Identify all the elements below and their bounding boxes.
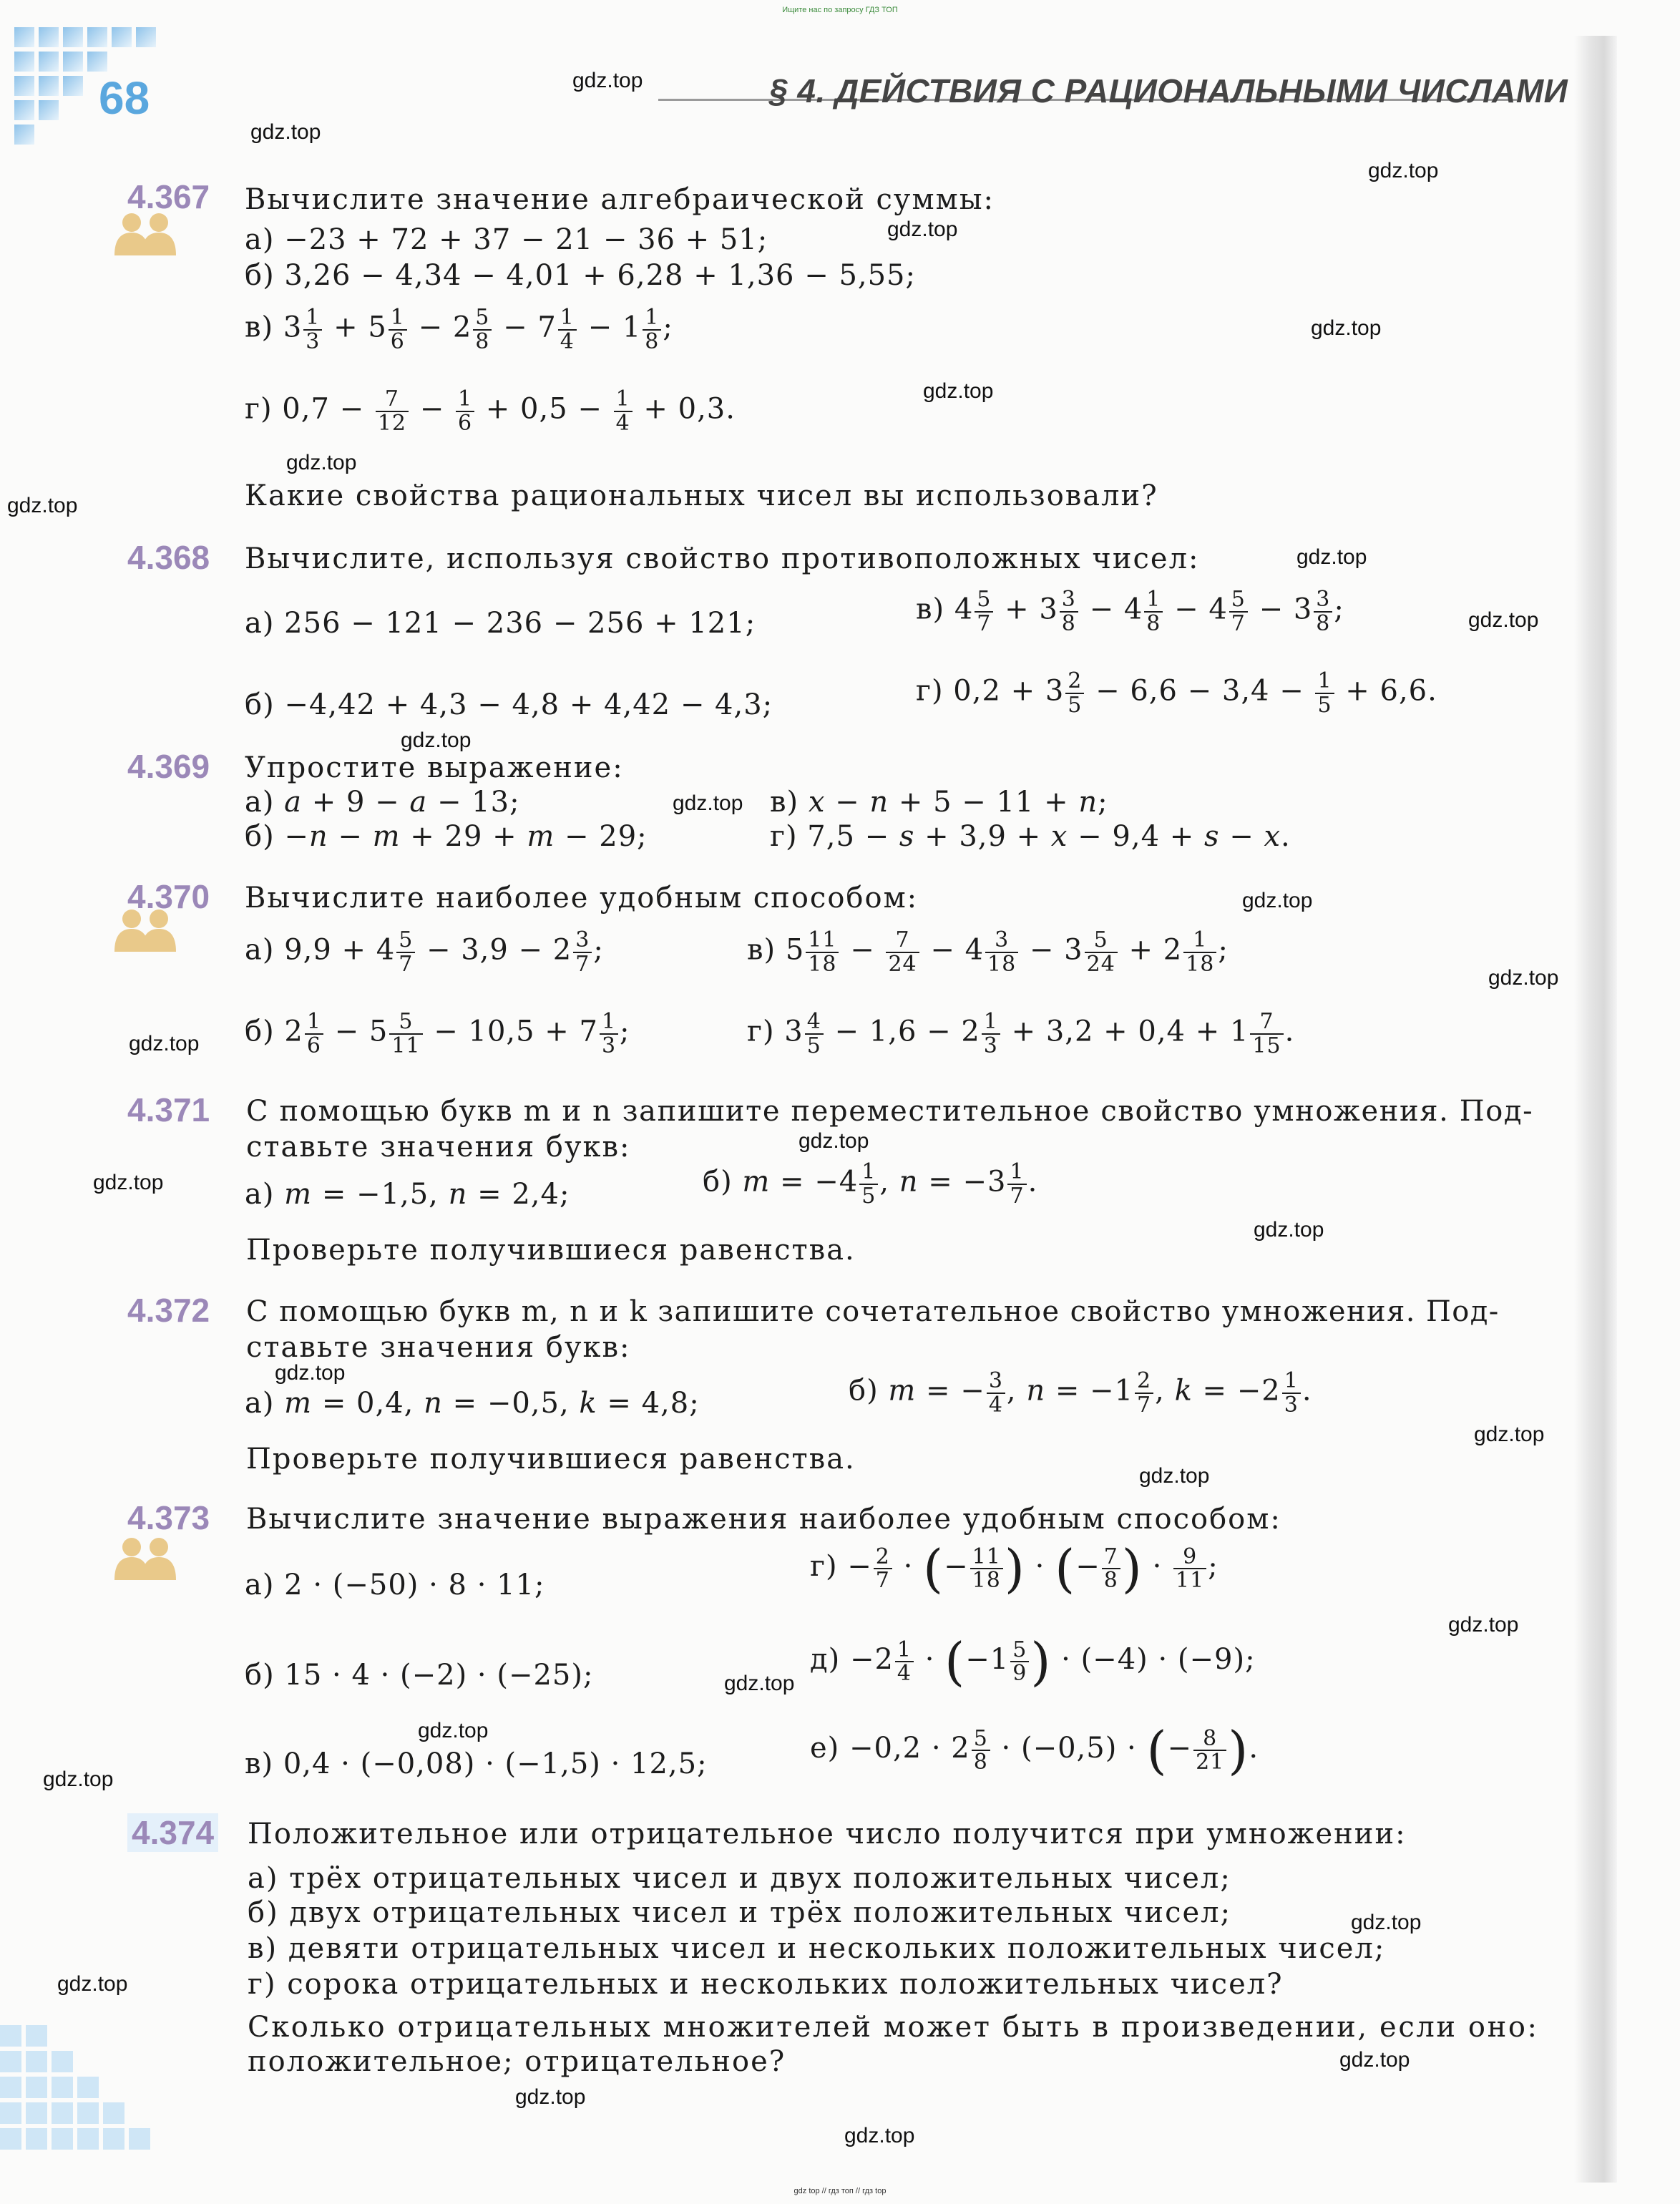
watermark: gdz.top (887, 218, 958, 241)
item-label: в) (245, 1747, 274, 1780)
expression-g: г) 0,2 + 3 $\frac{2}{5}$ − 6,6 − 3,4 − $\frac{1}{5}$ + 6,6. (916, 668, 1437, 718)
item-label: а) (245, 1178, 275, 1211)
problem-task: С помощью букв m, n и k запишите сочетательное свойство умножения. Под- (246, 1295, 1500, 1328)
item-label: в) (747, 933, 776, 967)
expression-text: −23 + 72 + 37 − 21 − 36 + 51; (284, 223, 768, 256)
problem-task: Положительное или отрицательное число получится при умножении: (248, 1818, 1407, 1851)
watermark: gdz.top (1254, 1218, 1324, 1242)
expression-text: 3,26 − 4,34 − 4,01 + 6,28 + 1,36 − 5,55; (284, 259, 916, 292)
item-label: г) (770, 820, 798, 853)
expression-text: −4,42 + 4,3 − 4,8 + 4,42 − 4,3; (284, 688, 773, 721)
expression-text: 15 · 4 · (−2) · (−25); (284, 1659, 594, 1692)
watermark: gdz.top (1296, 545, 1367, 569)
item-label: б) (703, 1165, 733, 1199)
item-label: е) (810, 1732, 840, 1765)
problem-task: Вычислите значение выражения наиболее удобным способом: (246, 1503, 1281, 1536)
problem-task: С помощью букв m и n запишите переместительное свойство умножения. Под- (246, 1095, 1534, 1128)
expression-text: 0,4 · (−0,08) · (−1,5) · 12,5; (283, 1747, 708, 1780)
item-label: а) (245, 1387, 275, 1420)
watermark: gdz.top (7, 494, 78, 517)
list-item: в) девяти отрицательных чисел и нескольких положительных чисел; (248, 1932, 1386, 1965)
corner-grid-decoration (0, 2025, 186, 2168)
watermark: gdz.top (1474, 1423, 1545, 1446)
expression-a: а) a + 9 − a − 13; (245, 786, 520, 819)
expression-text: 256 − 121 − 236 − 256 + 121; (284, 607, 756, 640)
expression-b: б) m = − $\frac{3}{4}$ , n = −1 $\frac{2}{7}$ , k = −2 $\frac{1}{3}$ . (849, 1368, 1312, 1418)
expression-a (245, 223, 768, 256)
item-label: а) (245, 223, 275, 256)
page-fold-shadow (1574, 36, 1617, 2183)
problem-task: Упростите выражение: (245, 751, 624, 784)
watermark: gdz.top (286, 451, 357, 474)
item-label: а) (245, 933, 275, 967)
watermark: gdz.top (250, 120, 321, 144)
expression-v: в) 5 $\frac{11}{18}$ − $\frac{7}{24}$ − 4 $\frac{3}{18}$ − 3 $\frac{5}{24}$ + 2 $\frac{1}{18}$ ; (747, 927, 1229, 977)
item-label: г) (747, 1015, 775, 1048)
list-item: а) трёх отрицательных чисел и двух положительных чисел; (248, 1862, 1231, 1895)
top-note: Ищите нас по запросу ГДЗ ТОП (782, 6, 898, 14)
watermark: gdz.top (844, 2124, 915, 2147)
watermark: gdz.top (1448, 1613, 1519, 1637)
expression-g: г) 0,7 − $\frac{7}{12}$ − $\frac{1}{6}$ + 0,5 − $\frac{1}{4}$ + 0,3. (245, 386, 736, 436)
expression-v: в) 3 $\frac{1}{3}$ + 5 $\frac{1}{6}$ − 2 $\frac{5}{8}$ − 7 $\frac{1}{4}$ − 1 $\frac{1}{8}$ ; (245, 305, 673, 354)
expression-g: г) − $\frac{2}{7}$ · (− $\frac{11}{18}$ ) · (− $\frac{7}{8}$ ) · $\frac{9}{11}$ ; (810, 1539, 1219, 1599)
item-label: в) (770, 786, 799, 819)
item-label: в) (916, 593, 945, 626)
expression-v (245, 1747, 708, 1780)
item-label: б) (245, 820, 275, 853)
item-label: д) (810, 1643, 841, 1676)
watermark: gdz.top (43, 1767, 114, 1791)
problem-question: положительное; отрицательное? (248, 2045, 786, 2078)
expression-g: г) 7,5 − s + 3,9 + x − 9,4 + s − x. (770, 820, 1291, 853)
problem-number: 4.371 (127, 1091, 210, 1128)
pair-work-icon (107, 1536, 182, 1581)
expression-a (245, 607, 756, 640)
expression-b: б) 2 $\frac{1}{6}$ − 5 $\frac{5}{11}$ − 10,5 + 7 $\frac{1}{3}$ ; (245, 1009, 630, 1058)
watermark: gdz.top (923, 379, 994, 403)
problem-number: 4.368 (127, 539, 210, 576)
page-number: 68 (99, 72, 150, 124)
watermark: gdz.top (1351, 1911, 1422, 1934)
item-label: г) (810, 1550, 838, 1583)
watermark: gdz.top (515, 2085, 586, 2109)
problem-number: 4.370 (127, 878, 210, 915)
problem-task: ставьте значения букв: (246, 1131, 631, 1164)
watermark: gdz.top (673, 791, 743, 815)
section-title: § 4. ДЕЙСТВИЯ С РАЦИОНАЛЬНЫМИ ЧИСЛАМИ (769, 72, 1568, 109)
expression-text: 2 · (−50) · 8 · 11; (284, 1569, 545, 1601)
problem-task: ставьте значения букв: (246, 1331, 631, 1364)
watermark: gdz.top (724, 1672, 795, 1695)
problem-check: Проверьте получившиеся равенства. (246, 1443, 856, 1476)
expression-a: а) 9,9 + 4 $\frac{5}{7}$ − 3,9 − 2 $\frac{3}{7}$ ; (245, 927, 604, 977)
watermark: gdz.top (1368, 159, 1439, 182)
watermark: gdz.top (799, 1129, 869, 1153)
item-label: а) (245, 607, 275, 640)
item-label: в) (245, 311, 274, 344)
watermark: gdz.top (1311, 316, 1382, 340)
expression-d: д) −2 $\frac{1}{4}$ · (−1 $\frac{5}{9}$ ) · (−4) · (−9); (810, 1632, 1256, 1692)
expression-g: г) 3 $\frac{4}{5}$ − 1,6 − 2 $\frac{1}{3}$ + 3,2 + 0,4 + 1 $\frac{7}{15}$ . (747, 1009, 1295, 1058)
item-label: г) (916, 674, 944, 708)
problem-task: Вычислите значение алгебраической суммы: (245, 183, 995, 216)
watermark: gdz.top (1468, 608, 1539, 632)
problem-task: Вычислите наиболее удобным способом: (245, 882, 919, 915)
watermark: gdz.top (1339, 2048, 1410, 2072)
problem-question: Сколько отрицательных множителей может быть в произведении, если оно: (248, 2011, 1539, 2044)
expression-b: б) −n − m + 29 + m − 29; (245, 820, 648, 853)
watermark: gdz.top (401, 728, 472, 752)
expression-b (245, 259, 916, 292)
expression-b: б) m = −4 $\frac{1}{5}$ , n = −3 $\frac{1}{7}$ . (703, 1159, 1038, 1209)
item-label: а) (245, 1569, 275, 1601)
expression-v: в) 4 $\frac{5}{7}$ + 3 $\frac{3}{8}$ − 4 $\frac{1}{8}$ − 4 $\frac{5}{7}$ − 3 $\frac{3}{8}$ ; (916, 587, 1344, 636)
watermark: gdz.top (275, 1361, 346, 1385)
watermark: gdz.top (93, 1171, 164, 1194)
expression-e: е) −0,2 · 2 $\frac{5}{8}$ · (−0,5) · (− $\frac{8}{21}$ ). (810, 1720, 1259, 1780)
watermark: gdz.top (1488, 966, 1559, 990)
item-label: б) (245, 688, 275, 721)
item-label: б) (849, 1374, 879, 1408)
watermark: gdz.top (57, 1972, 128, 1996)
expression-a (245, 1569, 545, 1601)
list-item: г) сорока отрицательных и нескольких положительных чисел? (248, 1968, 1284, 2001)
expression-b (245, 688, 773, 721)
problem-number: 4.369 (127, 748, 210, 785)
expression-b (245, 1659, 593, 1692)
footer-note: gdz top // гдз топ // гдз top (793, 2187, 887, 2195)
problem-check: Проверьте получившиеся равенства. (246, 1234, 856, 1267)
watermark: gdz.top (1242, 889, 1313, 912)
watermark: gdz.top (129, 1032, 200, 1055)
problem-number: 4.373 (127, 1499, 210, 1536)
item-label: г) (245, 392, 273, 426)
item-label: б) (245, 1659, 275, 1692)
item-label: б) (245, 1015, 275, 1048)
problem-task: Вычислите, используя свойство противоположных чисел: (245, 542, 1200, 575)
problem-number: 4.374 (127, 1813, 218, 1852)
watermark: gdz.top (418, 1719, 489, 1742)
list-item: б) двух отрицательных чисел и трёх положительных чисел; (248, 1896, 1232, 1929)
expression-a: а) m = 0,4, n = −0,5, k = 4,8; (245, 1387, 700, 1420)
watermark: gdz.top (1139, 1464, 1210, 1488)
item-label: б) (245, 259, 275, 292)
expression-v: в) x − n + 5 − 11 + n; (770, 786, 1108, 819)
item-label: а) (245, 786, 275, 819)
watermark: gdz.top (572, 69, 643, 92)
problem-question: Какие свойства рациональных чисел вы использовали? (245, 479, 1158, 512)
expression-a: а) m = −1,5, n = 2,4; (245, 1178, 570, 1211)
problem-number: 4.372 (127, 1292, 210, 1329)
problem-number: 4.367 (127, 178, 210, 215)
pair-work-icon (107, 211, 182, 257)
